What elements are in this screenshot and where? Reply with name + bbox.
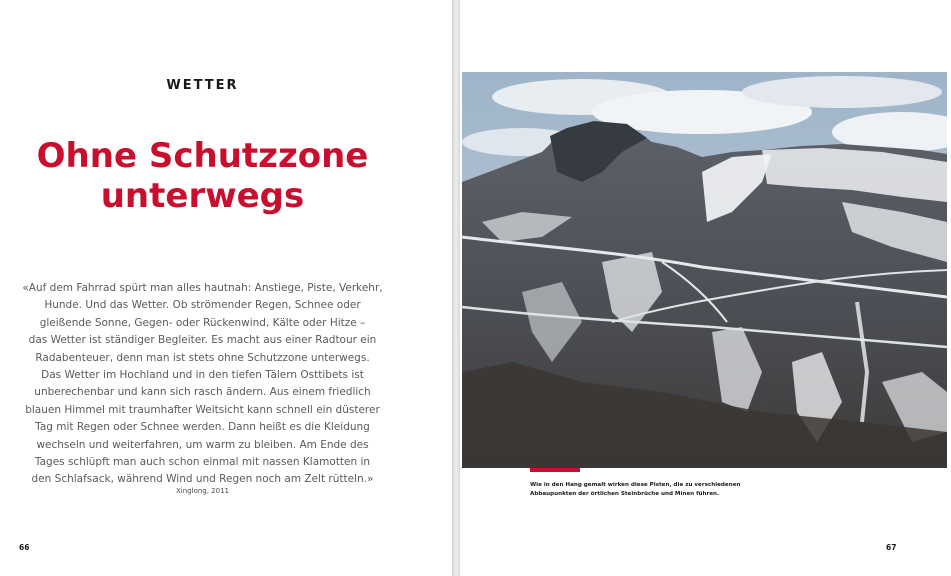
quote-line: «Auf dem Fahrrad spürt man alles hautnah: Anstiege, Piste, Verkehr,: [22, 282, 383, 294]
quote-line: Hunde. Und das Wetter. Ob strömender Regen, Schnee oder: [44, 299, 361, 312]
headline-line: unterwegs: [100, 176, 305, 216]
page-number-left: 66: [19, 543, 30, 552]
quote-line: blauen Himmel mit traumhafter Weitsicht kann schnell ein düsterer: [25, 403, 380, 416]
caption-line: Abbaupunkten der örtlichen Steinbrüche und Minen führen.: [530, 490, 720, 497]
mountain-photo: [462, 72, 947, 468]
spine-gutter: [452, 0, 460, 576]
quote-line: Tag mit Regen oder Schnee werden. Dann heißt es die Kleidung: [35, 421, 370, 434]
caption-accent-rule: [530, 468, 580, 472]
quote-line: den Schlafsack, während Wind und Regen noch am Zelt rütteln.»: [31, 473, 374, 486]
quote-line: Tages schlüpft man auch schon einmal mit nassen Klamotten in: [34, 456, 371, 469]
left-page: [0, 0, 452, 576]
quote-line: wechseln und weiterfahren, um warm zu bleiben. Am Ende des: [36, 438, 369, 451]
headline-line: Ohne Schutzzone: [36, 136, 369, 176]
quote-attribution: Xinglong, 2011: [176, 487, 229, 495]
quote-line: unberechenbar und kann sich rasch ändern. Aus einem friedlich: [34, 386, 371, 399]
photo-caption: [530, 481, 830, 498]
caption-line: Wie in den Hang gemalt wirken diese Pisten, die zu verschiedenen: [530, 482, 741, 488]
quote-line: Radabenteuer, denn man ist stets ohne Schutzzone unterwegs.: [35, 351, 370, 364]
quote-line: gleißende Sonne, Gegen- oder Rückenwind, Kälte oder Hitze –: [39, 316, 366, 329]
quote-line: Das Wetter im Hochland und in den tiefen Tälern Osttibets ist: [41, 369, 364, 382]
quote-text: [20, 280, 385, 489]
page-number-right: 67: [886, 543, 897, 552]
quote-line: das Wetter ist ständiger Begleiter. Es macht aus einer Radtour ein: [28, 334, 377, 347]
right-page: [460, 0, 951, 576]
section-label: WETTER: [166, 78, 239, 93]
headline: [0, 136, 405, 216]
